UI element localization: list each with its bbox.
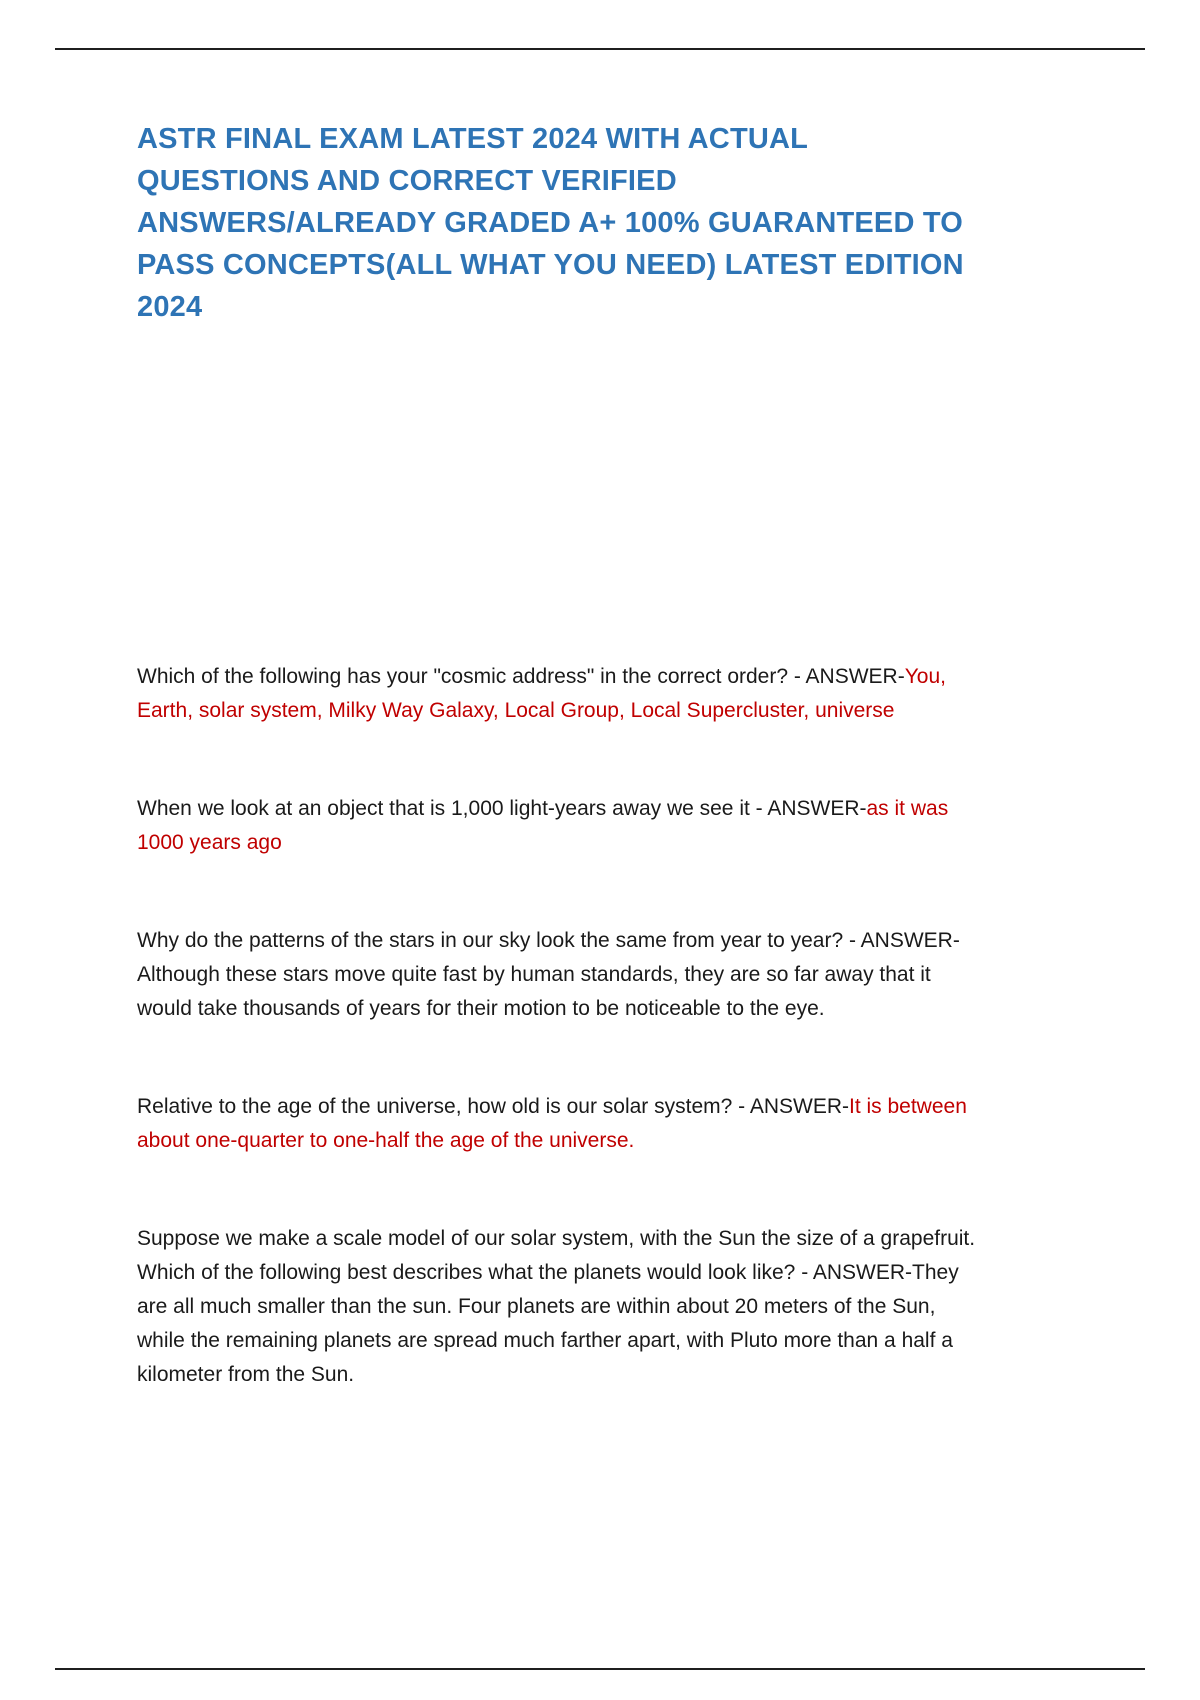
qa-list bbox=[137, 660, 982, 1392]
qa-item bbox=[137, 792, 982, 860]
answer-text: They are all much smaller than the sun. Four planets are within about 20 meters of the Sun, while the remaining planets are spread much farther apart, with Pluto more than a half a kilometer from the Sun. bbox=[137, 1261, 959, 1386]
question-text: Why do the patterns of the stars in our sky look the same from year to year? - ANSWER- bbox=[137, 929, 960, 952]
answer-text: You, Earth, solar system, Milky Way Galaxy, Local Group, Local Supercluster, universe bbox=[137, 665, 946, 722]
question-text: Which of the following has your "cosmic address" in the correct order? - ANSWER- bbox=[137, 665, 905, 688]
qa-item bbox=[137, 660, 982, 728]
footer-rule bbox=[55, 1668, 1145, 1670]
question-text: When we look at an object that is 1,000 light-years away we see it - ANSWER- bbox=[137, 797, 867, 820]
document-title: ASTR FINAL EXAM LATEST 2024 WITH ACTUAL QUESTIONS AND CORRECT VERIFIED ANSWERS/ALREADY GRADED A+ 100% GUARANTEED TO PASS CONCEPTS(ALL WHAT YOU NEED) LATEST EDITION 2024 bbox=[137, 123, 964, 323]
answer-text: Although these stars move quite fast by human standards, they are so far away that it would take thousands of years for their motion to be noticeable to the eye. bbox=[137, 963, 931, 1020]
qa-item bbox=[137, 1090, 982, 1158]
qa-item bbox=[137, 1222, 982, 1392]
question-text: Relative to the age of the universe, how old is our solar system? - ANSWER- bbox=[137, 1095, 849, 1118]
answer-text: It is between about one-quarter to one-half the age of the universe. bbox=[137, 1095, 967, 1152]
document-content bbox=[137, 0, 982, 1456]
question-text: Suppose we make a scale model of our solar system, with the Sun the size of a grapefruit. Which of the following best describes what the planets would look like? - ANSWER- bbox=[137, 1227, 976, 1284]
qa-item bbox=[137, 924, 982, 1026]
answer-text: as it was 1000 years ago bbox=[137, 797, 949, 854]
